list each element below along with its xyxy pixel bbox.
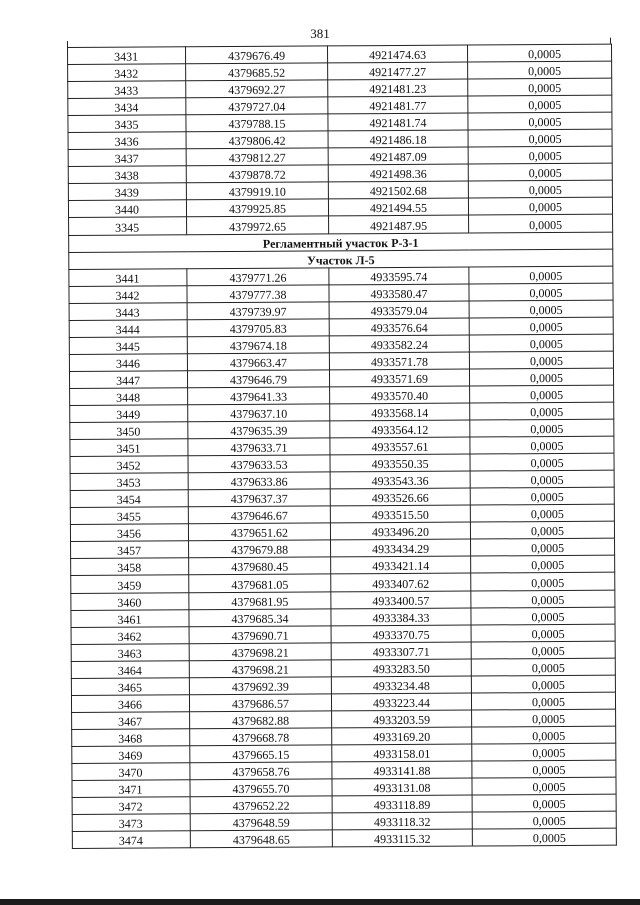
y-coordinate-cell: 4933568.14 [330,403,470,421]
y-coordinate-cell: 4933595.74 [329,267,469,285]
accuracy-cell: 0,0005 [468,78,612,96]
x-coordinate-cell: 4379692.27 [186,80,328,98]
accuracy-cell: 0,0005 [471,573,615,591]
y-coordinate-cell: 4933421.14 [331,556,471,574]
y-coordinate-cell: 4921481.74 [328,113,468,131]
accuracy-cell: 0,0005 [472,726,616,744]
y-coordinate-cell: 4933169.20 [332,727,472,745]
y-coordinate-cell: 4933234.48 [331,676,471,694]
y-coordinate-cell: 4933407.62 [331,573,471,591]
y-coordinate-cell: 4933283.50 [331,659,471,677]
x-coordinate-cell: 4379665.15 [190,745,332,763]
point-number-cell: 3448 [70,388,188,406]
accuracy-cell: 0,0005 [469,283,613,301]
x-coordinate-cell: 4379635.39 [188,421,330,439]
accuracy-cell: 0,0005 [468,112,612,130]
point-number-cell: 3452 [70,456,188,474]
point-number-cell: 3466 [71,695,189,713]
x-coordinate-cell: 4379919.10 [186,182,328,200]
y-coordinate-cell: 4921477.27 [328,62,468,80]
accuracy-cell: 0,0005 [470,487,614,505]
point-number-cell: 3449 [70,405,188,423]
point-number-cell: 3453 [70,473,188,491]
point-number-cell: 3470 [72,763,190,781]
x-coordinate-cell: 4379681.05 [189,574,331,592]
y-coordinate-cell: 4933526.66 [330,488,470,506]
y-coordinate-cell: 4933579.04 [329,301,469,319]
point-number-cell: 3458 [71,558,189,576]
accuracy-cell: 0,0005 [468,129,612,147]
x-coordinate-cell: 4379680.45 [189,557,331,575]
point-number-cell: 3435 [68,115,186,133]
point-number-cell: 3460 [71,592,189,610]
x-coordinate-cell: 4379663.47 [187,353,329,371]
accuracy-cell: 0,0005 [472,760,616,778]
y-coordinate-cell: 4921474.63 [327,45,467,63]
y-coordinate-cell: 4933571.78 [329,352,469,370]
point-number-cell: 3463 [71,643,189,661]
accuracy-cell: 0,0005 [471,590,615,608]
x-coordinate-cell: 4379698.21 [189,660,331,678]
point-number-cell: 3457 [71,541,189,559]
point-number-cell: 3462 [71,626,189,644]
point-number-cell: 3454 [70,490,188,508]
accuracy-cell: 0,0005 [472,777,616,795]
accuracy-cell: 0,0005 [469,368,613,386]
y-coordinate-cell: 4921487.95 [329,216,469,234]
point-number-cell: 3465 [71,677,189,695]
x-coordinate-cell: 4379648.65 [190,830,332,848]
y-coordinate-cell: 4933203.59 [332,710,472,728]
accuracy-cell: 0,0005 [472,828,616,846]
table-row [72,828,616,848]
x-coordinate-cell: 4379668.78 [190,728,332,746]
accuracy-cell: 0,0005 [470,436,614,454]
y-coordinate-cell: 4933582.24 [329,335,469,353]
x-coordinate-cell: 4379788.15 [186,114,328,132]
accuracy-cell: 0,0005 [469,317,613,335]
point-number-cell: 3459 [71,575,189,593]
point-number-cell: 3432 [68,64,186,82]
accuracy-cell: 0,0005 [469,351,613,369]
x-coordinate-cell: 4379676.49 [186,46,328,64]
accuracy-cell: 0,0005 [468,95,612,113]
point-number-cell: 3441 [69,268,187,286]
y-coordinate-cell: 4933158.01 [332,744,472,762]
y-coordinate-cell: 4933307.71 [331,642,471,660]
y-coordinate-cell: 4933400.57 [331,591,471,609]
point-number-cell: 3442 [69,285,187,303]
point-number-cell: 3440 [68,200,186,218]
accuracy-cell: 0,0005 [470,453,614,471]
accuracy-cell: 0,0005 [467,44,611,62]
section-title: Регламентный участок Р-3-1 [69,232,613,252]
x-coordinate-cell: 4379652.22 [190,796,332,814]
point-number-cell: 3445 [69,337,187,355]
point-number-cell: 3461 [71,609,189,627]
x-coordinate-cell: 4379658.76 [190,762,332,780]
x-coordinate-cell: 4379637.37 [188,489,330,507]
x-coordinate-cell: 4379690.71 [189,625,331,643]
point-number-cell: 3434 [68,98,186,116]
accuracy-cell: 0,0005 [471,539,615,557]
x-coordinate-cell: 4379878.72 [186,165,328,183]
point-number-cell: 3446 [69,354,187,372]
accuracy-cell: 0,0005 [468,181,612,199]
x-coordinate-cell: 4379674.18 [187,336,329,354]
x-coordinate-cell: 4379685.52 [186,63,328,81]
x-coordinate-cell: 4379727.04 [186,97,328,115]
y-coordinate-cell: 4933118.32 [332,812,472,830]
point-number-cell: 3431 [68,47,186,65]
y-coordinate-cell: 4933564.12 [330,420,470,438]
accuracy-cell: 0,0005 [471,658,615,676]
x-coordinate-cell: 4379637.10 [188,404,330,422]
accuracy-cell: 0,0005 [468,146,612,164]
coordinates-table-body [68,44,617,849]
x-coordinate-cell: 4379679.88 [189,540,331,558]
x-coordinate-cell: 4379806.42 [186,131,328,149]
accuracy-cell: 0,0005 [471,692,615,710]
point-number-cell: 3471 [72,780,190,798]
x-coordinate-cell: 4379651.62 [188,523,330,541]
point-number-cell: 3474 [72,831,190,849]
x-coordinate-cell: 4379925.85 [186,199,328,217]
accuracy-cell: 0,0005 [468,61,612,79]
x-coordinate-cell: 4379972.65 [187,216,329,234]
accuracy-cell: 0,0005 [471,624,615,642]
accuracy-cell: 0,0005 [469,215,613,233]
point-number-cell: 3444 [69,320,187,338]
accuracy-cell: 0,0005 [472,811,616,829]
point-number-cell: 3438 [68,166,186,184]
scan-bottom-edge [0,899,640,905]
y-coordinate-cell: 4921487.09 [328,147,468,165]
y-coordinate-cell: 4921498.36 [328,164,468,182]
x-coordinate-cell: 4379771.26 [187,268,329,286]
x-coordinate-cell: 4379812.27 [186,148,328,166]
y-coordinate-cell: 4921494.55 [328,198,468,216]
x-coordinate-cell: 4379648.59 [190,813,332,831]
x-coordinate-cell: 4379646.79 [187,370,329,388]
y-coordinate-cell: 4933496.20 [330,522,470,540]
accuracy-cell: 0,0005 [468,163,612,181]
point-number-cell: 3473 [72,814,190,832]
y-coordinate-cell: 4933370.75 [331,625,471,643]
accuracy-cell: 0,0005 [470,521,614,539]
point-number-cell: 3455 [70,507,188,525]
accuracy-cell: 0,0005 [472,709,616,727]
y-coordinate-cell: 4933576.64 [329,318,469,336]
x-coordinate-cell: 4379686.57 [189,694,331,712]
point-number-cell: 3472 [72,797,190,815]
y-coordinate-cell: 4933550.35 [330,454,470,472]
y-coordinate-cell: 4921502.68 [328,181,468,199]
accuracy-cell: 0,0005 [470,385,614,403]
y-coordinate-cell: 4933557.61 [330,437,470,455]
point-number-cell: 3464 [71,660,189,678]
y-coordinate-cell: 4933131.08 [332,778,472,796]
y-coordinate-cell: 4933434.29 [331,539,471,557]
x-coordinate-cell: 4379739.97 [187,302,329,320]
point-number-cell: 3433 [68,81,186,99]
coordinates-table [67,44,617,850]
accuracy-cell: 0,0005 [472,743,616,761]
accuracy-cell: 0,0005 [471,675,615,693]
accuracy-cell: 0,0005 [468,198,612,216]
y-coordinate-cell: 4933118.89 [332,795,472,813]
subsection-title: Участок Л-5 [69,249,613,269]
point-number-cell: 3439 [68,183,186,201]
x-coordinate-cell: 4379682.88 [190,711,332,729]
x-coordinate-cell: 4379777.38 [187,285,329,303]
x-coordinate-cell: 4379655.70 [190,779,332,797]
accuracy-cell: 0,0005 [470,402,614,420]
accuracy-cell: 0,0005 [471,556,615,574]
point-number-cell: 3447 [69,371,187,389]
accuracy-cell: 0,0005 [471,641,615,659]
point-number-cell: 3450 [70,422,188,440]
y-coordinate-cell: 4933141.88 [332,761,472,779]
point-number-cell: 3345 [69,217,187,235]
y-coordinate-cell: 4933571.69 [329,369,469,387]
x-coordinate-cell: 4379646.67 [188,506,330,524]
y-coordinate-cell: 4921486.18 [328,130,468,148]
accuracy-cell: 0,0005 [470,470,614,488]
point-number-cell: 3451 [70,439,188,457]
point-number-cell: 3437 [68,149,186,167]
x-coordinate-cell: 4379633.86 [188,472,330,490]
y-coordinate-cell: 4933570.40 [330,386,470,404]
point-number-cell: 3469 [72,746,190,764]
x-coordinate-cell: 4379633.71 [188,438,330,456]
point-number-cell: 3467 [72,712,190,730]
y-coordinate-cell: 4933515.50 [330,505,470,523]
y-coordinate-cell: 4933580.47 [329,284,469,302]
y-coordinate-cell: 4933543.36 [330,471,470,489]
accuracy-cell: 0,0005 [469,266,613,284]
y-coordinate-cell: 4933115.32 [332,829,472,847]
y-coordinate-cell: 4933384.33 [331,608,471,626]
point-number-cell: 3436 [68,132,186,150]
y-coordinate-cell: 4933223.44 [331,693,471,711]
point-number-cell: 3468 [72,729,190,747]
coordinates-table-container [67,44,616,850]
accuracy-cell: 0,0005 [471,607,615,625]
x-coordinate-cell: 4379641.33 [188,387,330,405]
x-coordinate-cell: 4379698.21 [189,643,331,661]
x-coordinate-cell: 4379633.53 [188,455,330,473]
y-coordinate-cell: 4921481.23 [328,79,468,97]
x-coordinate-cell: 4379692.39 [189,677,331,695]
accuracy-cell: 0,0005 [470,419,614,437]
accuracy-cell: 0,0005 [469,334,613,352]
x-coordinate-cell: 4379705.83 [187,319,329,337]
page-number: 381 [310,26,330,41]
point-number-cell: 3456 [70,524,188,542]
point-number-cell: 3443 [69,302,187,320]
accuracy-cell: 0,0005 [469,300,613,318]
y-coordinate-cell: 4921481.77 [328,96,468,114]
accuracy-cell: 0,0005 [470,504,614,522]
x-coordinate-cell: 4379681.95 [189,591,331,609]
accuracy-cell: 0,0005 [472,794,616,812]
x-coordinate-cell: 4379685.34 [189,608,331,626]
